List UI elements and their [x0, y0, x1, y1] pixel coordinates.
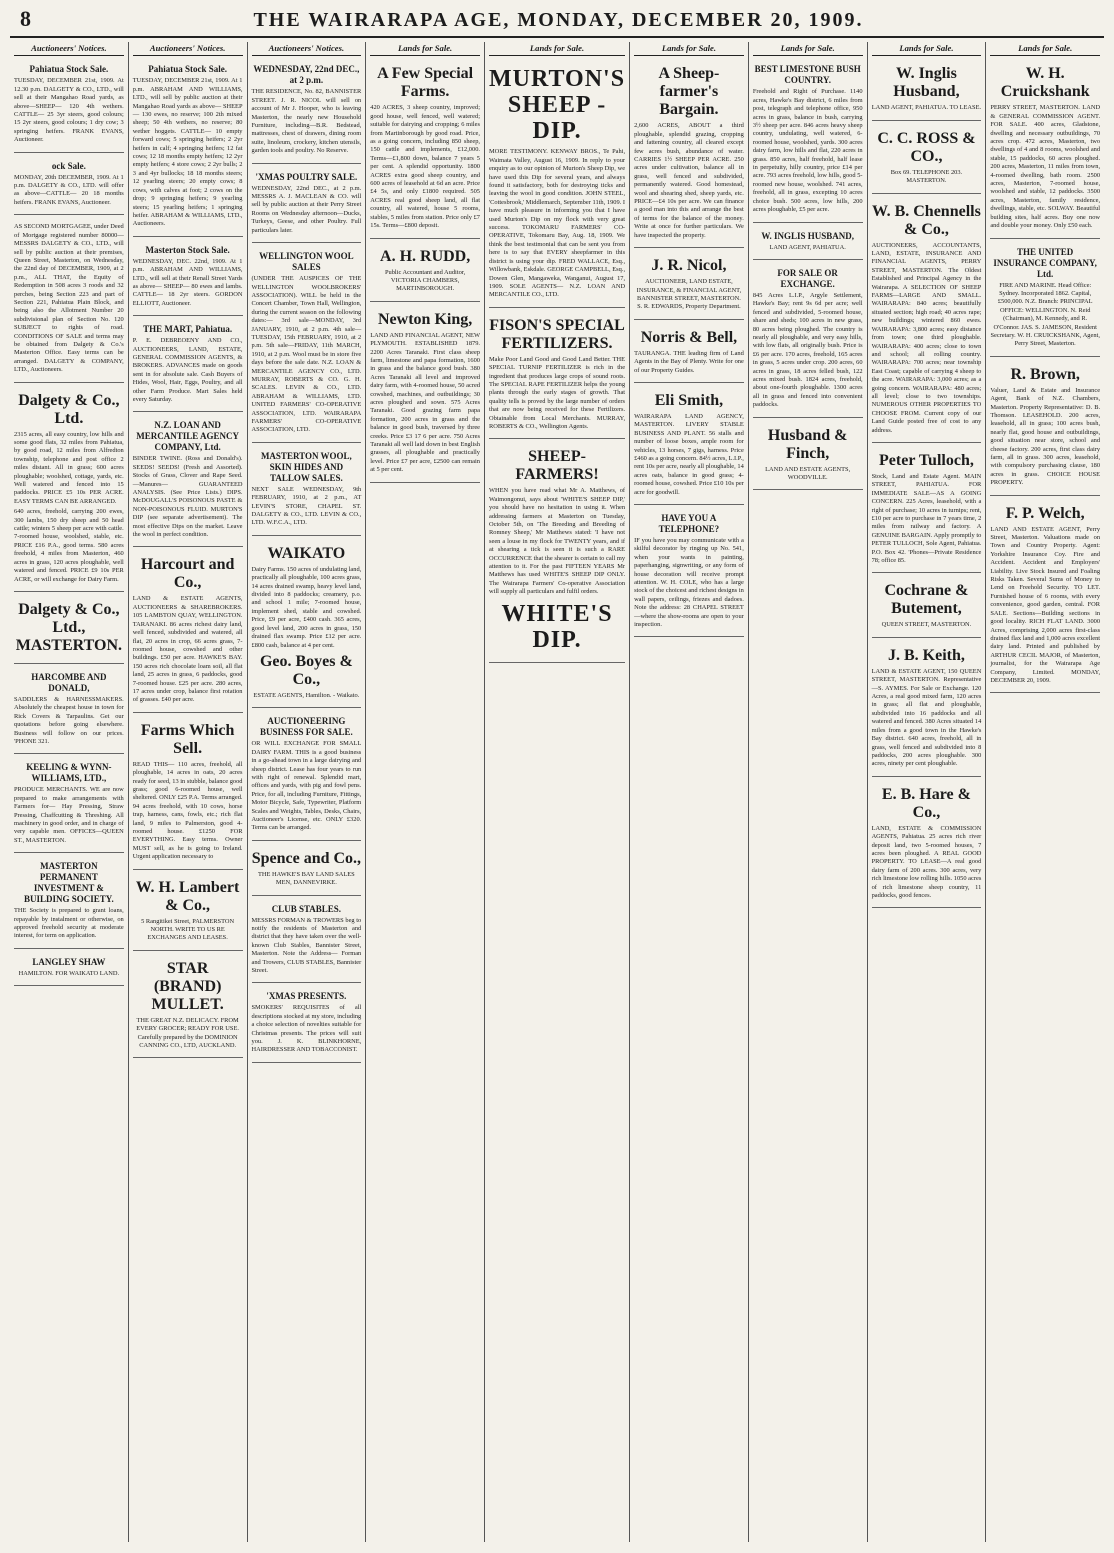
- ad-body: MONDAY, 20th DECEMBER, 1909. At 1 p.m. DALGETY & CO., LTD. will offer as above—CATTLE— 20 18 months heifers. FRANK EVANS, Auctioneer.: [14, 173, 124, 206]
- column-header: Auctioneers' Notices.: [252, 42, 362, 56]
- ad-united-insurance: [990, 242, 1100, 357]
- ad-heading: SHEEP-FARMERS!: [515, 448, 599, 484]
- ad-body: PERRY STREET, MASTERTON. LAND & GENERAL COMMISSION AGENT. FOR SALE. 400 acres, Gladstone, dwelling and necessary outbuildings, 70 acres crop. 472 acres, Masterton, two dwellings of 4 and 8 rooms, woolshed and stable, 15 paddocks, 60 acres ploughed. 200 acres, Masterton, 11 miles from town, 4-roomed dwelling, bath room. 2500 acres, Masterton, 7-roomed house, woolshed and stable, 12 paddocks. 3500 acres, Masterton, family residence, dwellings, stable, etc. SOLWAY. Beautiful building sites, half acres. Buy one now and double your money. Only £50 each.: [990, 104, 1101, 230]
- ad-jb-keith: [872, 641, 982, 777]
- ad-heading: Pahiatua Stock Sale.: [29, 64, 109, 75]
- ad-heading: WHITE'S DIP.: [501, 600, 613, 653]
- ad-rudd: [370, 242, 480, 302]
- ad-mortgagee-sale: [14, 218, 124, 382]
- ad-heading: ock Sale.: [51, 160, 86, 171]
- ad-harcourt: [133, 550, 243, 712]
- ad-husband-finch: [753, 421, 863, 491]
- ad-body: LAND AGENT, PAHIATUA. TO LEASE.: [871, 104, 982, 112]
- ad-body: AUCTIONEER, LAND ESTATE, INSURANCE, & FINANCIAL AGENT, BANNISTER STREET, MASTERTON. S. R. EDWARDS, Property Department.: [636, 278, 742, 311]
- ad-body: WAIRARAPA LAND AGENCY, MASTERTON. LIVERY STABLE BUSINESS AND PLANT. 56 stalls and number of loose boxes, ample room for vehicles, 13 horses, 7 gigs, harness. Price £460 as a going concern. 84½ acres, L.I.P., rent 10s per acre, nearly all ploughable, 14 acres oats, balance in good grass; 4-roomed house, cowshed. Price £10 10s per acre for goodwill.: [634, 412, 744, 496]
- ad-heading: Norris & Bell,: [640, 328, 738, 346]
- ad-heading: STAR (BRAND) MULLET.: [151, 959, 224, 1013]
- ad-body: Box 69. TELEPHONE 203. MASTERTON.: [890, 168, 963, 185]
- ad-spence: [252, 844, 362, 896]
- ad-heading: W. Inglis Husband,: [893, 65, 960, 101]
- ad-body: LAND AND ESTATE AGENT, Perry Street, Masterton. Valuations made on Town and Country Property. Agent: Yorkshire Insurance Coy. Fire and Accident. Accident and Employers' Liability. Live Stock Insured and Foaling Risks Taken. Several Sums of Money to Lend on Freehold Security. TO LET. Furnished house of 6 rooms, with every convenience, good garden, central. FOR SALE. Sections—Building sections in good locality. RICH FLAT LAND. 3000 Acres, comprising 2,000 acres first-class drained flax land and 1,000 acres excellent dairy land. Printed and published by ARTHUR CECIL MAJOR, of Masterton, journalist, for the Wairarapa Age Company, Limited. MONDAY, DECEMBER 20, 1909.: [990, 525, 1101, 684]
- ad-body: 845 Acres L.I.P., Argyle Settlement, Hawke's Bay; rent 9s 6d per acre; well fenced and subdivided, 5-roomed house, share and sheds; 100 acres in new grass, 80 acres being ploughed. The country is nearly all ploughable, and very easy hills, with low flats, all originally bush. Price is £6 per acre. 170 acres, freehold, 165 acres in grass, 5 acres under crop. 200 acres, 60 acres in grass, 18 acres felled bush, 122 acres mixed bush. 1824 acres, freehold, about one-fourth ploughable. 1300 acres all in grass and fenced into convenient paddocks.: [752, 291, 863, 409]
- ad-body: 420 ACRES, 3 sheep country, improved; good house, well fenced, well watered; suitable for dairying and cropping; 6 miles from Martinborough by good road. Price, as a going concern, including 850 sheep, 150 cattle and implements, £12,000. Terms—£1,800 down, balance 7 years 5 per cent. A splendid opportunity. 1800 ACRES extra good sheep country, and 600 acres of leasehold at 6d an acre. Price £4 5s, and only £1800 required. 505 ACRES real good sheep land, all flat country, all watered, house 5 rooms, stables, 5 miles from station. Price only £7 15s. Terms—£800 deposit.: [370, 104, 480, 230]
- column-1: [10, 42, 129, 1542]
- ad-body: SMOKERS' REQUISITES of all descriptions stocked at my store, including a choice selection of novelties suitable for Christmas presents. The prices will suit you. J. K. BLINKHORNE, HAIRDRESSER AND TOBACCONIST.: [251, 1004, 362, 1054]
- ad-heading: HARCOMBE AND DONALD,: [31, 671, 107, 693]
- ad-heading: 'XMAS POULTRY SALE.: [255, 171, 358, 182]
- ad-heading: WAIKATO: [267, 544, 346, 562]
- ad-sale-or-exchange: [753, 263, 863, 418]
- ad-limestone-bush: [753, 59, 863, 222]
- ad-farms-which-sell: [133, 716, 243, 870]
- ad-heading: Eli Smith,: [654, 391, 724, 409]
- ad-heading: Spence and Co.,: [251, 849, 362, 867]
- ad-cruickshank: [990, 59, 1100, 238]
- ad-heading: MASTERTON WOOL, SKIN HIDES AND TALLOW SALES.: [260, 450, 352, 483]
- ad-body: AUCTIONEERS, ACCOUNTANTS, LAND, ESTATE, INSURANCE AND FINANCIAL AGENTS, PERRY STREET, MASTERTON. The Oldest Established and Principal Agency in the Wairarapa. A SELECTION OF SHEEP FARMS—LARGE AND SMALL. WAIRARAPA: 840 acres; beautifully situated section; high road; 40 acres rape; new buildings; wintered 860 ewes. WAIRARAPA: 3,800 acres; easy distance from town; one third ploughable. WAIRARAPA: 400 acres; close to town and school; all rolling country. WAIRARAPA: 700 acres; near township East Coast; capable of carrying 4 sheep to the acre. WAIRARAPA: 3,000 acres; as a going concern. WAIRARAPA: 480 acres; all level; close to two townships. NUMEROUS OTHER PROPERTIES TO CHOOSE FROM. Current copy of our Land Guide posted free of cost to any address.: [871, 241, 982, 434]
- ad-heading: LANGLEY SHAW: [32, 956, 106, 967]
- ad-heading: A Sheep-farmer's Bargain.: [658, 65, 720, 119]
- ad-ross: [872, 124, 982, 194]
- ad-body: AS SECOND MORTGAGEE, under Deed of Mortgage registered number 80000— MESSRS DALGETY & CO., LTD., will sell by public auction at their premises, Queen Street, Masterton, on Wednesday, the 22nd day of DECEMBER, 1909, at 2 p.m., ALL THAT, the Equity of Redemption in 508 acres 3 roods and 32 perches, being Section 223 and part of Section 221, Pahiatua Plain Block, and being also the Allotment Number 20 subdivisional plan of Section No. 120 SUBJECT to rights of road. CONDITIONS OF SALE and terms may be obtained from Dalgety & Co.'s Masterton Office. Easy terms can be arranged. DALGETY & COMPANY, LTD., Auctioneers.: [14, 223, 124, 374]
- ad-pahiatua-stock-sale: [133, 59, 243, 236]
- ad-body: Freehold and Right of Purchase. 1140 acres, Hawke's Bay district, 6 miles from post, telegraph and telephone office, 950 acres in grass, balance in bush, carrying 3½ sheep per acre. 846 acres heavy sheep country, undulating, well watered, 6-roomed house, woolshed, yards. 300 acres dairy farm, low hills and flat, 220 acres in grass. 850 acres, half freehold, half lease in perpetuity, hilly country, price £14 per acre. 793 acres freehold, low hills, good 5-roomed new house, woolshed. 741 acres, freehold, all in grass, excepting 10 acres choice bush. 500 acres, low hills, 200 acres ploughable, £5 per acre.: [752, 88, 863, 214]
- columns: [10, 42, 1104, 1542]
- column-header: Lands for Sale.: [872, 42, 982, 56]
- ad-body: FIRE AND MARINE. Head Office: Sydney. Incorporated 1862. Capital, £500,000. N.Z. Branch: PRINCIPAL OFFICE: WELLINGTON. N. Reid (Chairman), M. Kennedy, and R. O'Connor. JAS. S. JAMESON, Resident Secretary. W. H. CRUICKSHANK, Agent, Perry Street, Masterton.: [990, 281, 1100, 348]
- ad-heading: 'XMAS PRESENTS.: [266, 991, 347, 1002]
- ad-cochrane: [872, 576, 982, 637]
- column-3: [248, 42, 367, 1542]
- ad-body: THE RESIDENCE, No. 82, BANNISTER STREET. J. R. NICOL will sell on account of Mr J. Hooper, who is leaving Masterton, the nearly new Household Furniture, including—B.R. Bedstead, mattresses, chest of drawers, dining room suite, linoleum, crockery, kitchen utensils, garden tools and poultry. No Reserve.: [251, 88, 362, 155]
- ad-body: Valuer, Land & Estate and Insurance Agent, Bank of N.Z. Chambers, Masterton. Property Representative: D. B. Thomson. LEASEHOLD. 200 acres, leasehold, all in grass; 100 acres bush, nearly flat, good house and outbuildings, good situation near store, school and cheese factory. 200 acres, first class dairy farm, all in grass. 300 acres, leasehold, with compulsory purchasing clause, 180 acres in grass. CHOICE HOUSE PROPERTY.: [990, 386, 1101, 487]
- ad-body: THE GREAT N.Z. DELICACY. FROM EVERY GROCER; READY FOR USE. Carefully prepared by the DOMINION CANNING CO., LTD, AUCKLAND.: [136, 1016, 239, 1050]
- ad-body: LAND & ESTATE AGENTS, AUCTIONEERS & SHAREBROKERS. 105 LAMBTON QUAY, WELLINGTON. TARANAKI. 86 acres richest dairy land, well fenced, subdivided and watered, all flat, 20 acres in crop, 66 acres grass, 7-roomed house, cowshed and other buildings. £50 per acre. HAWKE'S BAY. 150 acres rich chocolate loam soil, all flat land, 25 acres in grass, 6 paddocks, good 7-roomed house. £25 per acre. 280 acres, 17 acres under crop, balance first rotation of grasses. £40 per acre.: [132, 595, 243, 704]
- ad-heading: Dalgety & Co., Ltd.: [18, 391, 120, 427]
- ad-heading: Farms Which Sell.: [140, 721, 235, 757]
- ad-lambert: [133, 873, 243, 951]
- ad-heading: A Few Special Farms.: [377, 65, 474, 101]
- ad-eli-smith: [634, 386, 744, 505]
- ad-body: WHEN you have read what Mr A. Matthews, of Waimongonui, says about 'WHITE'S SHEEP DIP,' you should have no hesitation in using it. When addressing farmers at Masterton on Tuesday, October 5th, on 'The Breeding and Breeding of Romney Sheep,' Mr Matthews stated: 'I have not seen a louse in my flock for TWENTY years, and if at shearing a tick is seen it is such a RARE OCCURRENCE that the shearer is certain to call my attention to it. For the past FIFTEEN YEARS Mr Matthews has used WHITE'S SHEEP DIP ONLY. The Wairarapa Farmers' Co-operative Association will supply all particulars and fulfil orders.: [489, 487, 626, 596]
- ad-the-mart: [133, 319, 243, 412]
- ad-body: MESSRS FORMAN & TROWERS beg to notify the residents of Masterton and district that they have taken over the well-known Club Stables, Bannister Street, Masterton. Note the Address— Forman and Trowers, CLUB STABLES, Bannister Street.: [251, 916, 362, 975]
- ad-body: IF you have you may communicate with a skilful decorator by ringing up No. 541, when your wants in painting, paperhanging, signwriting, or any form of house decoration will receive prompt attention. W. H. COLE, who has a large stock of the choicest and richest designs in wall papers, ceilings, friezes and dadoes. Note the address: 28 CHAPEL STREET—where the show-rooms are open to your inspection.: [634, 537, 744, 629]
- ad-body: P. E. DEBREOENY AND CO., AUCTIONEERS, LAND, ESTATE, GENERAL COMMISSION AGENTS, & BROKERS. ADVANCES made on goods sent in for absolute sale. Cash Buyers of Hides, Wool, Hair, Eggs, Poultry, and all other Farm Produce. Mart Sales held every Saturday.: [132, 337, 243, 403]
- column-5: [485, 42, 630, 1542]
- ad-xmas-poultry: [252, 167, 362, 243]
- ad-heading: MASTERTON PERMANENT INVESTMENT & BUILDING SOCIETY.: [24, 861, 114, 905]
- ad-langley-shaw: [14, 952, 124, 986]
- column-header: Auctioneers' Notices.: [14, 42, 124, 56]
- ad-heading: AUCTIONEERING BUSINESS FOR SALE.: [259, 716, 353, 738]
- ad-heading: N.Z. LOAN AND MERCANTILE AGENCY COMPANY, Ltd.: [136, 420, 239, 453]
- ad-heading: FOR SALE OR EXCHANGE.: [777, 267, 838, 289]
- ad-heading: J. B. Keith,: [887, 646, 965, 664]
- ad-inglis-husband-lease: [872, 59, 982, 120]
- ad-masterton-wool: [252, 446, 362, 536]
- ad-body: LAND AND ESTATE AGENTS, WOODVILLE.: [765, 465, 851, 481]
- ad-heading: Dalgety & Co., Ltd., MASTERTON.: [15, 600, 123, 654]
- ad-eb-hare: [872, 780, 982, 909]
- ad-body: Public Accountant and Auditor, VICTORIA CHAMBERS, MARTINBOROUGH.: [384, 268, 466, 293]
- ad-body: LAND & ESTATE AGENT, 150 QUEEN STREET, MASTERTON. Representative—S. AYMES. For Sale or Exchange. 120 Acres, a real good mixed farm, 120 acres in grass; all flat and ploughable, subdivided into 16 paddocks and all watered and fenced. 380 Acres situated 14 miles from a good town in the Hawke's Bay district. 640 acres, freehold, all in grass, well fenced and subdivided into 8 paddocks, 200 acres ploughable. 300 acres, ninety per cent ploughable.: [871, 667, 982, 768]
- ad-body: 2,600 ACRES, ABOUT a third ploughable, splendid grazing, cropping and fattening country, all cleared except few acres bush, abundance of water. CARRIES 1½ SHEEP PER ACRE. 250 acres under cultivation, balance all in grass, well fenced and subdivided, permanently watered. Good homestead, wool and shearing shed, sheep yards, etc. PRICE—£4 10s per acre. We can finance a good man into this and arrange the best of terms for the balance of the money. Write at once for further particulars. We have inspected the property.: [634, 122, 744, 239]
- ad-heading: C. C. ROSS & CO.,: [877, 129, 976, 165]
- ad-heading: FISON'S SPECIAL FERTILIZERS.: [489, 316, 625, 352]
- ad-heading: Cochrane & Butement,: [884, 582, 969, 618]
- masthead: [10, 0, 1104, 38]
- column-header: Lands for Sale.: [634, 42, 744, 56]
- ad-heading: E. B. Hare & Co.,: [881, 785, 971, 821]
- column-7: [749, 42, 868, 1542]
- ad-stock-sale: [14, 156, 124, 216]
- ad-heading: Masterton Stock Sale.: [145, 244, 230, 255]
- ad-heading: THE MART, Pahiatua.: [143, 324, 233, 335]
- ad-body: 640 acres, freehold, carrying 200 ewes, 300 lambs, 150 dry sheep and 50 head cattle; winters 5 sheep per acre with cattle. 7-roomed house, woolshed, stable, etc. PRICE £16 P.A., good terms. 580 acres freehold, 4 miles from Masterton, 460 acres in grass, 120 acres ploughable, well watered and fenced. PRICE £9 10s PER ACRE, or will exchange for Dairy Farm.: [14, 508, 124, 583]
- ad-keeling: [14, 757, 124, 853]
- column-header: Lands for Sale.: [370, 42, 480, 56]
- ad-peter-tulloch: [872, 446, 982, 573]
- ad-body: OR WILL EXCHANGE FOR SMALL DAIRY FARM. THIS is a good business in a go-ahead town in a large dairying and sheep district. Lease has four years to run with right of renewal. Splendid mart, offices and yards, with pig and fowl pens. Price, for all, including Furniture, Fittings, Motor Bicycle, Safe, Typewriter, Platform Scales and Weights, Tables, Desks, Chairs, Auctioneer's License, etc. ONLY £320. Terms can be arranged.: [251, 740, 362, 832]
- column-header: Auctioneers' Notices.: [133, 42, 243, 56]
- ad-body: Dairy Farms. 150 acres of undulating land, practically all ploughable, 100 acres grass, 14 acres drained swamp, heavy level land, divided into 8 paddocks; creamery, p.o. and school 1 mile; 7-roomed house, implement shed, stable and cowshed. Price, £9 per acre, £400 cash. 365 acres, good level land, 200 acres in grass, 150 drained flax swamp. Price £12 per acre. £800 cash, balance at 4 per cent.: [251, 565, 362, 649]
- column-2: [129, 42, 248, 1542]
- column-header: Lands for Sale.: [753, 42, 863, 56]
- ad-heading: Peter Tulloch,: [879, 451, 974, 469]
- ad-club-stables: [252, 899, 362, 984]
- newspaper-title: THE WAIRARAPA AGE, MONDAY, DECEMBER 20, 1909.: [253, 9, 864, 31]
- ad-sheep-farmers-bargain: [634, 59, 744, 248]
- ad-heading: THE UNITED INSURANCE COMPANY, Ltd.: [993, 246, 1097, 279]
- ad-heading: Pahiatua Stock Sale.: [148, 64, 227, 75]
- ad-body: PRODUCE MERCHANTS. WE are now prepared to make arrangements with Farmers for— Hay Pressing, Straw Pressing, Chaffcutting & Threshing. All machinery in good order, and in charge of very capable men. OFFICES—QUEEN ST., MASTERTON.: [14, 786, 124, 844]
- ad-newton-king: [370, 305, 480, 483]
- column-header: Lands for Sale.: [990, 42, 1100, 56]
- ad-inglis-husband: [753, 226, 863, 260]
- ad-chennells: [872, 197, 982, 443]
- ad-fisons: [489, 311, 625, 440]
- ad-body: QUEEN STREET, MASTERTON.: [881, 621, 972, 629]
- ad-body: MORE TESTIMONY. KENWAY BROS., Te Pahi, Waimata Valley, August 16, 1909. In reply to your enquiry as to our opinion of Murton's Sheep Dip, we have used this Dip for several years, and always found it satisfactory, both for destroying ticks and leaving the wool in good condition. JOHN STEEL, 'Cottesbrook,' Middlemarch, September 11th, 1909. I have much pleasure in informing you that I have used Murton's Dip on my flock with very great success. TOKOMARU FARMERS' CO-OPERATIVE, Tokomaru Bay, Aug. 18, 1909. We think the best testimonial that can be sent you from here is to say that EVERY sheepfarmer in this district is using your dip. FRED WALLACE, Esq., Willowbank, Eskdale. GEORGE CAMPBELL, Esq., Dowen Glen, Mangaweka, Wanganui, August 17, 1909. SOLE AGENTS— N.Z. LOAN AND MERCANTILE CO., LTD.: [489, 148, 626, 299]
- ad-body: BINDER TWINE. (Ross and Donald's). SEEDS! SEEDS! (Fresh and Assorted). Stocks of Grass, Clover and Rape Seed. —Manures— GUARANTEED ANALYSIS. (See Price Lists.) DIPS. McDOUGALL'S POISONOUS PASTE & NON-POISONOUS FLUID. MURTON'S DIP (see separate advertisement). The most effective Dips on the market. Leave the wool in perfect condition.: [132, 455, 243, 539]
- ad-body: TUESDAY, DECEMBER 21st, 1909. At 12.30 p.m. DALGETY & CO., LTD., will sell at their Mangahao Road yards, as above—SHEEP— 120 4th wethers. CATTLE— 25 3yr steers, good colours; 15 2yr steers, good colours; 1 dry cow; 3 springing heifers. FRANK EVANS, Auctioneer.: [14, 77, 124, 144]
- page-number: 8: [20, 6, 31, 31]
- ad-heading: CLUB STABLES.: [271, 903, 342, 914]
- ad-body: NEXT SALE WEDNESDAY, 9th FEBRUARY, 1910, at 2 p.m., AT LEVIN'S STORE, CHAPEL ST. DALGETY & CO., LTD. LEVIN & CO., LTD. W.F.C.A., LTD.: [251, 485, 362, 527]
- ad-heading: A. H. RUDD,: [380, 247, 471, 265]
- ad-body: ESTATE AGENTS, Hamilton. - Waikato.: [253, 691, 360, 699]
- ad-body: LAND AND FINANCIAL AGENT, NEW PLYMOUTH. ESTABLISHED 1879. 2200 Acres Taranaki. First class sheep farm, limestone and papa formation, 1600 in grass and the balance good bush. 380 Acres Taranaki all level and improved dairy farm, with 4-roomed house, 50 acred cowshed, machines, and outbuildings; 30 acres ploughed and sown. 575 Acres Taranaki. Good grazing farm papa formation, 200 acres in grass and the balance in good bush, traversed by three creeks. Price £3 17 6 per acre. 750 Acres Taranaki all well laid down in best English grasses, all ploughable and practically level. Price £7 per acre, £2500 can remain at 5 per cent.: [370, 331, 480, 474]
- ad-heading: HAVE YOU A TELEPHONE?: [658, 513, 720, 534]
- ad-body: TUESDAY, DECEMBER 21st, 1909. At 1 p.m. ABRAHAM AND WILLIAMS, LTD., will sell by public auction at their Mangahao Road yards as above— SHEEP— 130 ewes, no reserve; 100 2th mixed sheep; 50 4th wethers, no reserve; 80 wether hoggets. CATTLE— 10 empty forward cows; 5 springing heifers; 2 2yr heifers in calf; 4 springing heifers; 12 fat cows; 12 18 months empty heifers; 12 2yr empty heifers; 4 store cows; 2 2yr bulls; 2 3 and 4yr bullocks; 18 18 months steers; 12 yearling steers; 20 empty cows; 8 cows, with calves at foot; 2 cows on the drop; 9 springing heifers; 9 yearling steers; 15 yearling heifers; 1 springing heifer. ABRAHAM & WILLIAMS, LTD., Auctioneers.: [132, 77, 243, 228]
- ad-norris-bell: [634, 323, 744, 383]
- ad-heading: Harcourt and Co.,: [140, 556, 235, 592]
- column-6: [630, 42, 749, 1542]
- ad-body: 2315 acres, all easy country, low hills and some good flats, 32 miles from Pahiatua, by good road, 12 miles from Alfredton township, telephone and post office 2 miles distant. All in grass; 600 acres ploughable; woolshed, cottage, yards, etc. Well watered and fenced into 15 paddocks. PRICE £5 10s PER ACRE. EASY TERMS CAN BE ARRANGED.: [14, 430, 124, 505]
- ad-r-brown: [990, 360, 1100, 496]
- ad-star-mullet: [133, 954, 243, 1059]
- ad-heading: Geo. Boyes & Co.,: [259, 652, 353, 688]
- ad-body: READ THIS— 110 acres, freehold, all ploughable, 14 acres in oats, 20 acres ready for seed, 13 in stubble, balance good grass; good 6-roomed house, well sheltered. ONLY £25 P.A. Terms arranged. 94 acres freehold, with 10 cows, horse trap, harness, cans, fowls, etc.; rich flat land, 9 miles to Palmerston, good 4-roomed house. £1250 FOR EVERYTHING. Easy terms. Owner MUST sell, as he is going to Ireland. Urgent application necessary to: [132, 760, 243, 861]
- ad-body: 5 Rangitikei Street, PALMERSTON NORTH. WRITE TO US RE EXCHANGES AND LEASES.: [141, 917, 235, 942]
- ad-heading: W. B. Chennells & Co.,: [872, 202, 981, 238]
- ad-body: HAMILTON. FOR WAIKATO LAND.: [18, 969, 120, 977]
- ad-sheep-farmers: [489, 442, 625, 662]
- ad-body: LAND AGENT, PAHIATUA.: [769, 243, 846, 251]
- ad-body: Stock, Land and Estate Agent. MAIN STREET, PAHIATUA. FOR IMMEDIATE SALE—AS A GOING CONCERN. 225 Acres, leasehold, with a right of purchase; 10 acres in turnips; rent, £10 per acre to purchase in 7 years time, 2 miles from railway and factory. A GENUINE BARGAIN. Apply promptly to PETER TULLOCH, Sole Agent, Pahiatua. P.O. Box 42. 'Phones—Private Residence 78; office 85.: [871, 472, 982, 565]
- ad-nz-loan: [133, 415, 243, 547]
- ad-wool-sales: [252, 246, 362, 443]
- ad-pahiatua-stock-sale: [14, 59, 124, 152]
- ad-xmas-presents: [252, 986, 362, 1062]
- ad-body: SADDLERS & HARNESSMAKERS. Absolutely the cheapest house in town for Rick Covers & Tarpaulins. Get our quotations before going elsewhere. Business will follow on our prices. 'PHONE 321.: [14, 695, 124, 745]
- ad-heading: R. Brown,: [1010, 365, 1080, 383]
- ad-waikato: [252, 539, 362, 708]
- ad-body: (UNDER THE AUSPICES OF THE WELLINGTON WOOLBROKERS' ASSOCIATION). WILL be held in the Concert Chamber, Town Hall, Wellington, during the current season on the following dates:— 3rd sale—MONDAY, 3rd JANUARY, 1910, at 2 p.m. 4th sale—TUESDAY, 15th FEBRUARY, 1910, at 2 p.m. 5th sale—FRIDAY, 11th MARCH, 1910, at 2 p.m. Wool must be in store five days before the sale date. N.Z. LOAN & MERCANTILE AGENCY CO., LTD. MURRAY, ROBERTS & CO. G. H. SCALES. LEVIN & CO., LTD. ABRAHAM & WILLIAMS, LTD. UNITED FARMERS' CO-OPERATIVE ASSOCIATION, LTD. WAIRARAPA FARMERS' CO-OPERATIVE ASSOCIATION, LTD.: [251, 275, 362, 434]
- ad-body: WEDNESDAY, DEC. 22nd, 1909. At 1 p.m. ABRAHAM AND WILLIAMS, LTD., will sell at their Renall Street Yards as above— SHEEP— 80 ewes and lambs. CATTLE— 18 2yr steers. GORDON ELLIOTT, Auctioneer.: [132, 257, 243, 307]
- column-8: [868, 42, 987, 1542]
- ad-heading: WELLINGTON WOOL SALES: [259, 251, 354, 273]
- ad-body: WEDNESDAY, 22nd DEC., at 2 p.m. MESSRS A. J. MACLEAN & CO. will sell by public auction at their Perry Street Rooms on Wednesday afternoon—Ducks, Turkeys, Geese, and other Poultry. Full particulars later.: [251, 184, 362, 234]
- ad-harcombe: [14, 667, 124, 754]
- ad-heading: W. INGLIS HUSBAND,: [761, 230, 855, 241]
- ad-heading: Newton King,: [378, 310, 473, 328]
- column-9: [986, 42, 1104, 1542]
- ad-special-farms: [370, 59, 480, 238]
- ad-body: TAURANGA. THE leading firm of Land Agents in the Bay of Plenty. Write for one of our Property Guides.: [634, 349, 744, 374]
- ad-masterton-stock-sale: [133, 240, 243, 316]
- ad-heading: J. R. Nicol,: [651, 257, 727, 275]
- ad-dalgety-masterton: [14, 595, 124, 664]
- ad-jr-nicol: [634, 251, 744, 320]
- ad-telephone: [634, 508, 744, 637]
- ad-auctioneering: [252, 711, 362, 840]
- ad-body: THE Society is prepared to grant loans, repayable by instalment or otherwise, on approved freehold security at moderate interest, for term on application.: [14, 907, 124, 940]
- ad-heading: MURTON'S SHEEP - DIP.: [489, 66, 626, 145]
- ad-building-society: [14, 856, 124, 949]
- ad-heading: W. H. Lambert & Co.,: [135, 878, 240, 914]
- ad-body: THE HAWKE'S BAY LAND SALES MEN, DANNEVIRKE.: [258, 870, 355, 887]
- ad-heading: WEDNESDAY, 22nd DEC., at 2 p.m.: [253, 64, 360, 86]
- ad-residence-sale: [252, 59, 362, 163]
- ad-heading: KEELING & WYNN-WILLIAMS, LTD.,: [26, 762, 112, 784]
- column-4: [366, 42, 485, 1542]
- ad-heading: Husband & Finch,: [767, 426, 848, 462]
- ad-murtons-dip: [489, 59, 625, 307]
- ad-body: Make Poor Land Good and Good Land Better. THE SPECIAL TURNIP FERTILIZER is rich in the ingredient that produces large crops of sound roots. The SPECIAL RAPE FERTILIZER helps the young plants through the early stages of growth. That quality tells is proved by the large number of orders that are now being received for these Fertilizers. Obtainable from Local Merchants. MURRAY, ROBERTS & CO., Wellington Agents.: [489, 355, 626, 430]
- ad-dalgety: [14, 386, 124, 592]
- ad-heading: BEST LIMESTONE BUSH COUNTRY.: [754, 64, 861, 86]
- ad-body: LAND, ESTATE & COMMISSION AGENTS, Pahiatua. 25 acres rich river deposit land, two 5-roomed houses, 7 acres been ploughed. A REAL GOOD PROPERTY. TO LEASE—A real good dairy farm of 200 acres. 300 acres, very rich limestone low rolling hills. 1050 acres of rich limestone sheep country, 11 paddocks, good fences.: [871, 824, 982, 899]
- ad-heading: F. P. Welch,: [1005, 504, 1085, 522]
- ad-heading: W. H. Cruickshank: [1000, 65, 1090, 101]
- column-header: Lands for Sale.: [489, 42, 625, 56]
- ad-fp-welch: [990, 499, 1100, 694]
